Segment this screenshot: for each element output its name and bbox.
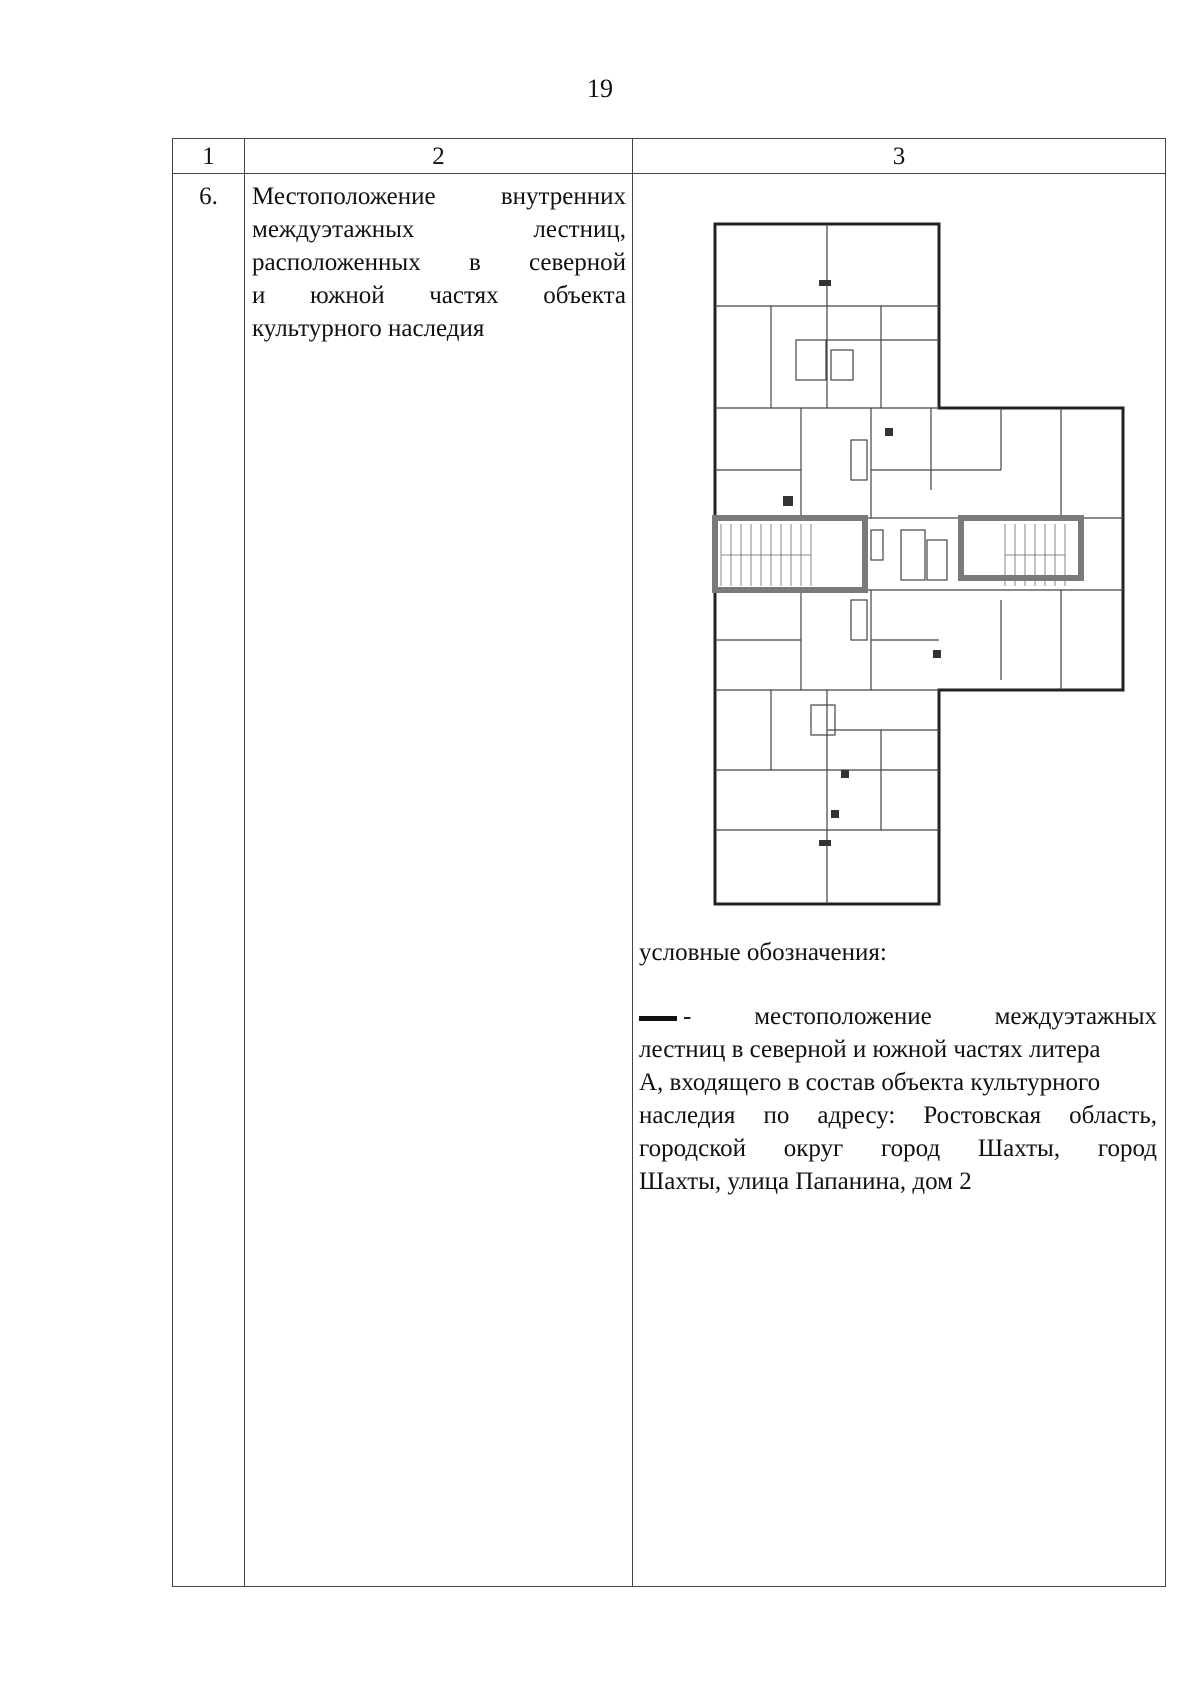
word: адресу: <box>817 1102 896 1129</box>
word: и <box>252 282 266 309</box>
legend-description <box>639 1000 1157 1198</box>
word: Шахты, <box>977 1135 1061 1162</box>
word: наследия <box>639 1102 736 1129</box>
plan-cell <box>633 174 1166 1587</box>
legend-line-swatch <box>639 1016 677 1021</box>
word: город <box>881 1135 941 1162</box>
south-staircase-highlight <box>715 518 865 590</box>
legend-line <box>639 1132 1157 1165</box>
description-line <box>252 279 626 312</box>
word: городской <box>639 1135 746 1162</box>
description-line <box>252 213 626 246</box>
legend-line: лестниц в северной и южной частях литера <box>639 1036 1101 1063</box>
legend-line <box>639 1099 1157 1132</box>
header-cell-1: 1 <box>173 139 245 174</box>
header-cell-2: 2 <box>245 139 633 174</box>
word: в <box>468 249 481 276</box>
word: Ростовская <box>923 1102 1042 1129</box>
description-line <box>252 246 626 279</box>
word: - <box>683 1003 692 1030</box>
word: частях <box>429 282 499 309</box>
header-cell-3: 3 <box>633 139 1166 174</box>
word: город <box>1097 1135 1157 1162</box>
content-table <box>172 138 1166 1587</box>
word: Местоположение <box>252 183 436 210</box>
row-description <box>245 174 633 1587</box>
table-row <box>173 174 1166 1587</box>
description-line: культурного наследия <box>252 315 485 342</box>
legend-swatch-group <box>639 1000 691 1033</box>
outer-wall <box>715 224 1123 904</box>
word: объекта <box>543 282 626 309</box>
word: область, <box>1069 1102 1157 1129</box>
page-number: 19 <box>587 74 613 103</box>
word: внутренних <box>500 183 626 210</box>
word: северной <box>528 249 626 276</box>
floor-plan-drawing <box>701 210 1137 918</box>
legend-line: А, входящего в состав объекта культурного <box>639 1069 1101 1096</box>
legend-title: условные обозначения: <box>639 939 887 966</box>
word: местоположение <box>754 1003 932 1030</box>
row-number: 6. <box>173 174 245 1587</box>
legend-line: Шахты, улица Папанина, дом 2 <box>639 1168 972 1195</box>
word: междуэтажных <box>252 216 415 243</box>
legend-line <box>639 1000 1157 1033</box>
word: междуэтажных <box>994 1003 1157 1030</box>
word: лестниц, <box>533 216 626 243</box>
word: расположенных <box>252 249 421 276</box>
north-staircase-highlight <box>961 518 1081 578</box>
word: южной <box>310 282 385 309</box>
header-row <box>173 139 1166 174</box>
word: по <box>763 1102 790 1129</box>
word: округ <box>783 1135 844 1162</box>
description-line <box>252 180 626 213</box>
